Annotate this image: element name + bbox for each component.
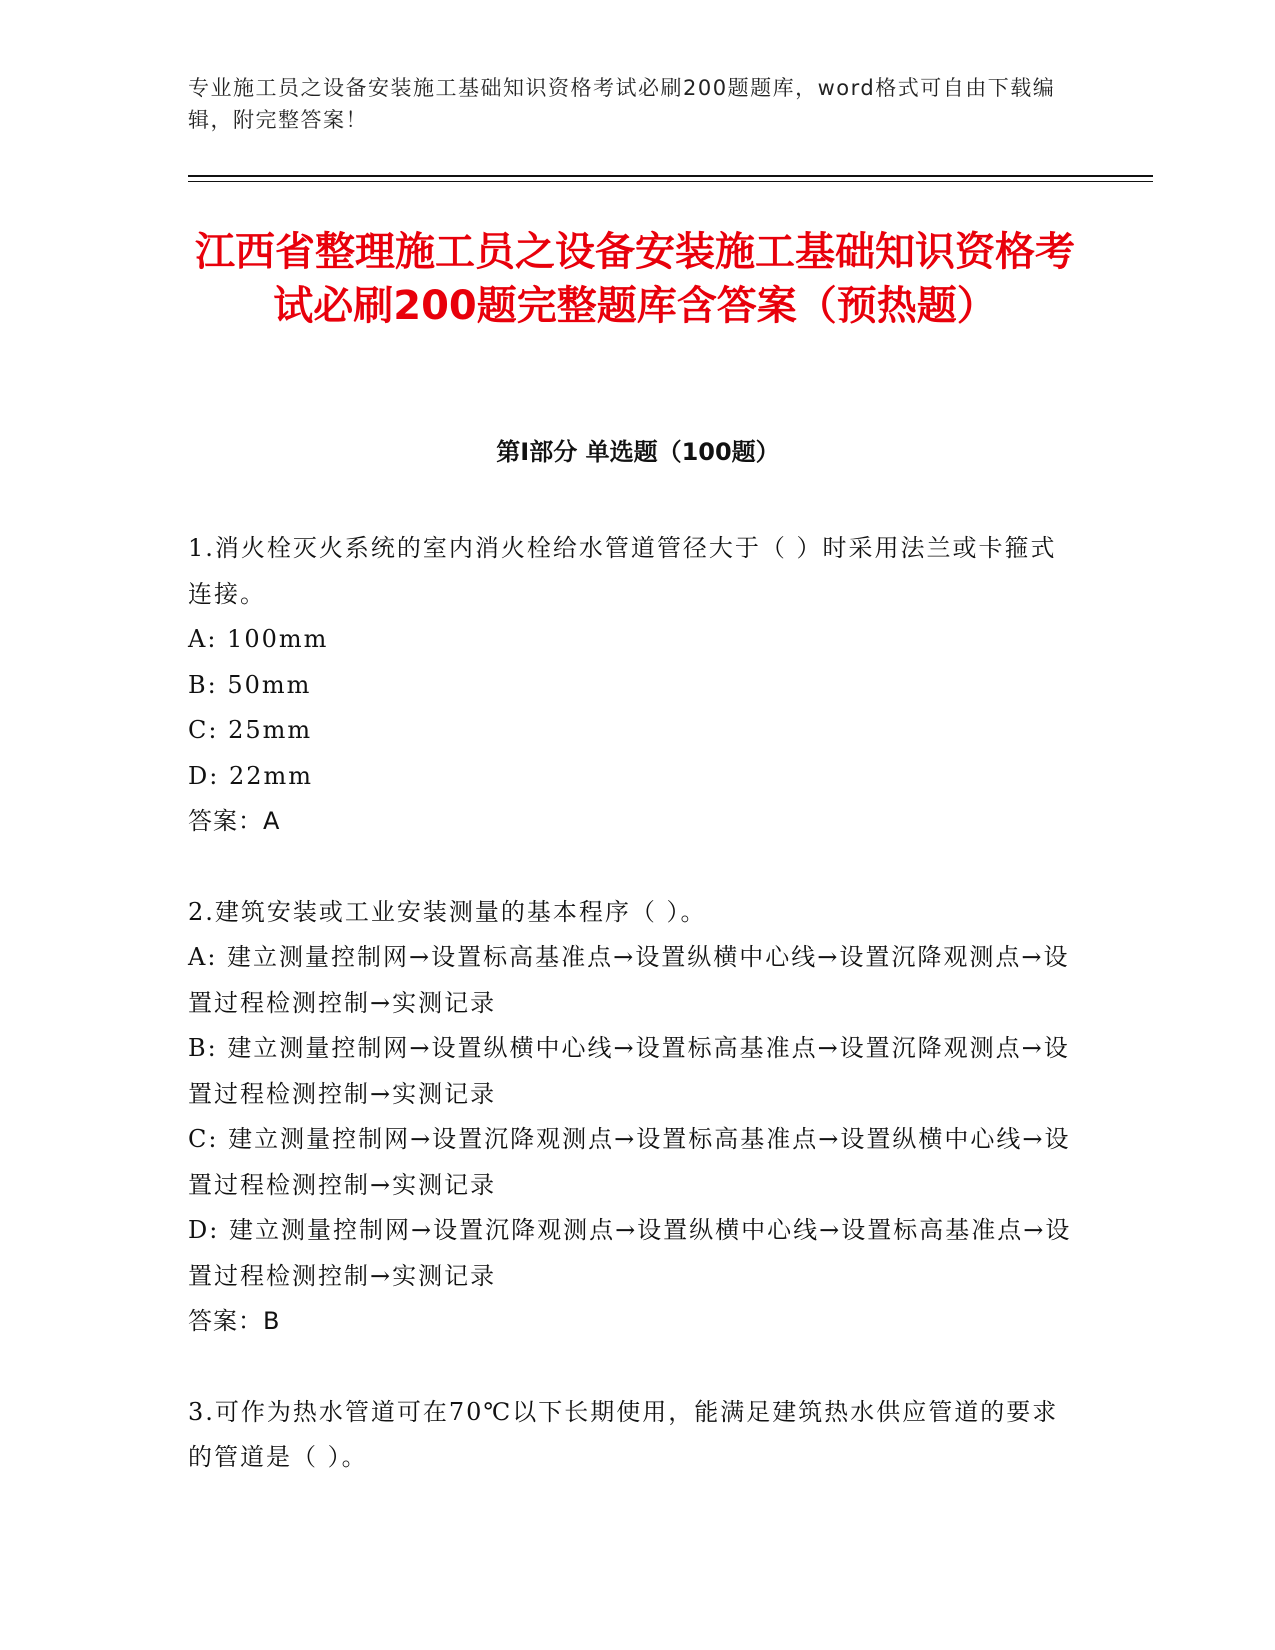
question-3 [188,1390,1078,1481]
option-a: A: 建立测量控制网→设置标高基准点→设置纵横中心线→设置沉降观测点→设置过程检测控制→实测记录 [188,943,1070,1017]
question-stem: 1.消火栓灭火系统的室内消火栓给水管道管径大于（ ）时采用法兰或卡箍式连接。 [188,534,1057,608]
question-1 [188,526,1078,845]
question-list [188,526,1078,1526]
section-title: 第Ⅰ部分 单选题（100题） [496,438,780,466]
option-c: C: 建立测量控制网→设置沉降观测点→设置标高基准点→设置纵横中心线→设置过程检测控制→实测记录 [188,1125,1071,1199]
question-stem: 3.可作为热水管道可在70℃以下长期使用，能满足建筑热水供应管道的要求的管道是（ ）。 [188,1397,1059,1471]
option-b: B: 建立测量控制网→设置纵横中心线→设置标高基准点→设置沉降观测点→设置过程检测控制→实测记录 [188,1034,1070,1108]
question-stem: 2.建筑安装或工业安装测量的基本程序（ ）。 [188,897,707,926]
option-b: B: 50mm [188,670,312,699]
document-title: 江西省整理施工员之设备安装施工基础知识资格考试必刷200题完整题库含答案（预热题） [195,229,1075,329]
option-d: D: 建立测量控制网→设置沉降观测点→设置纵横中心线→设置标高基准点→设置过程检测控制→实测记录 [188,1216,1072,1290]
option-d: D: 22mm [188,761,314,790]
header-rule-thick [188,175,1153,177]
header-rule-thin [188,181,1153,182]
option-a: A: 100mm [188,625,329,653]
question-2 [188,890,1078,1345]
answer: 答案：B [188,1307,281,1335]
answer: 答案：A [188,807,281,835]
option-c: C: 25mm [188,716,313,744]
header-note: 专业施工员之设备安装施工基础知识资格考试必刷200题题库，word格式可自由下载编辑，附完整答案！ [188,76,1056,132]
